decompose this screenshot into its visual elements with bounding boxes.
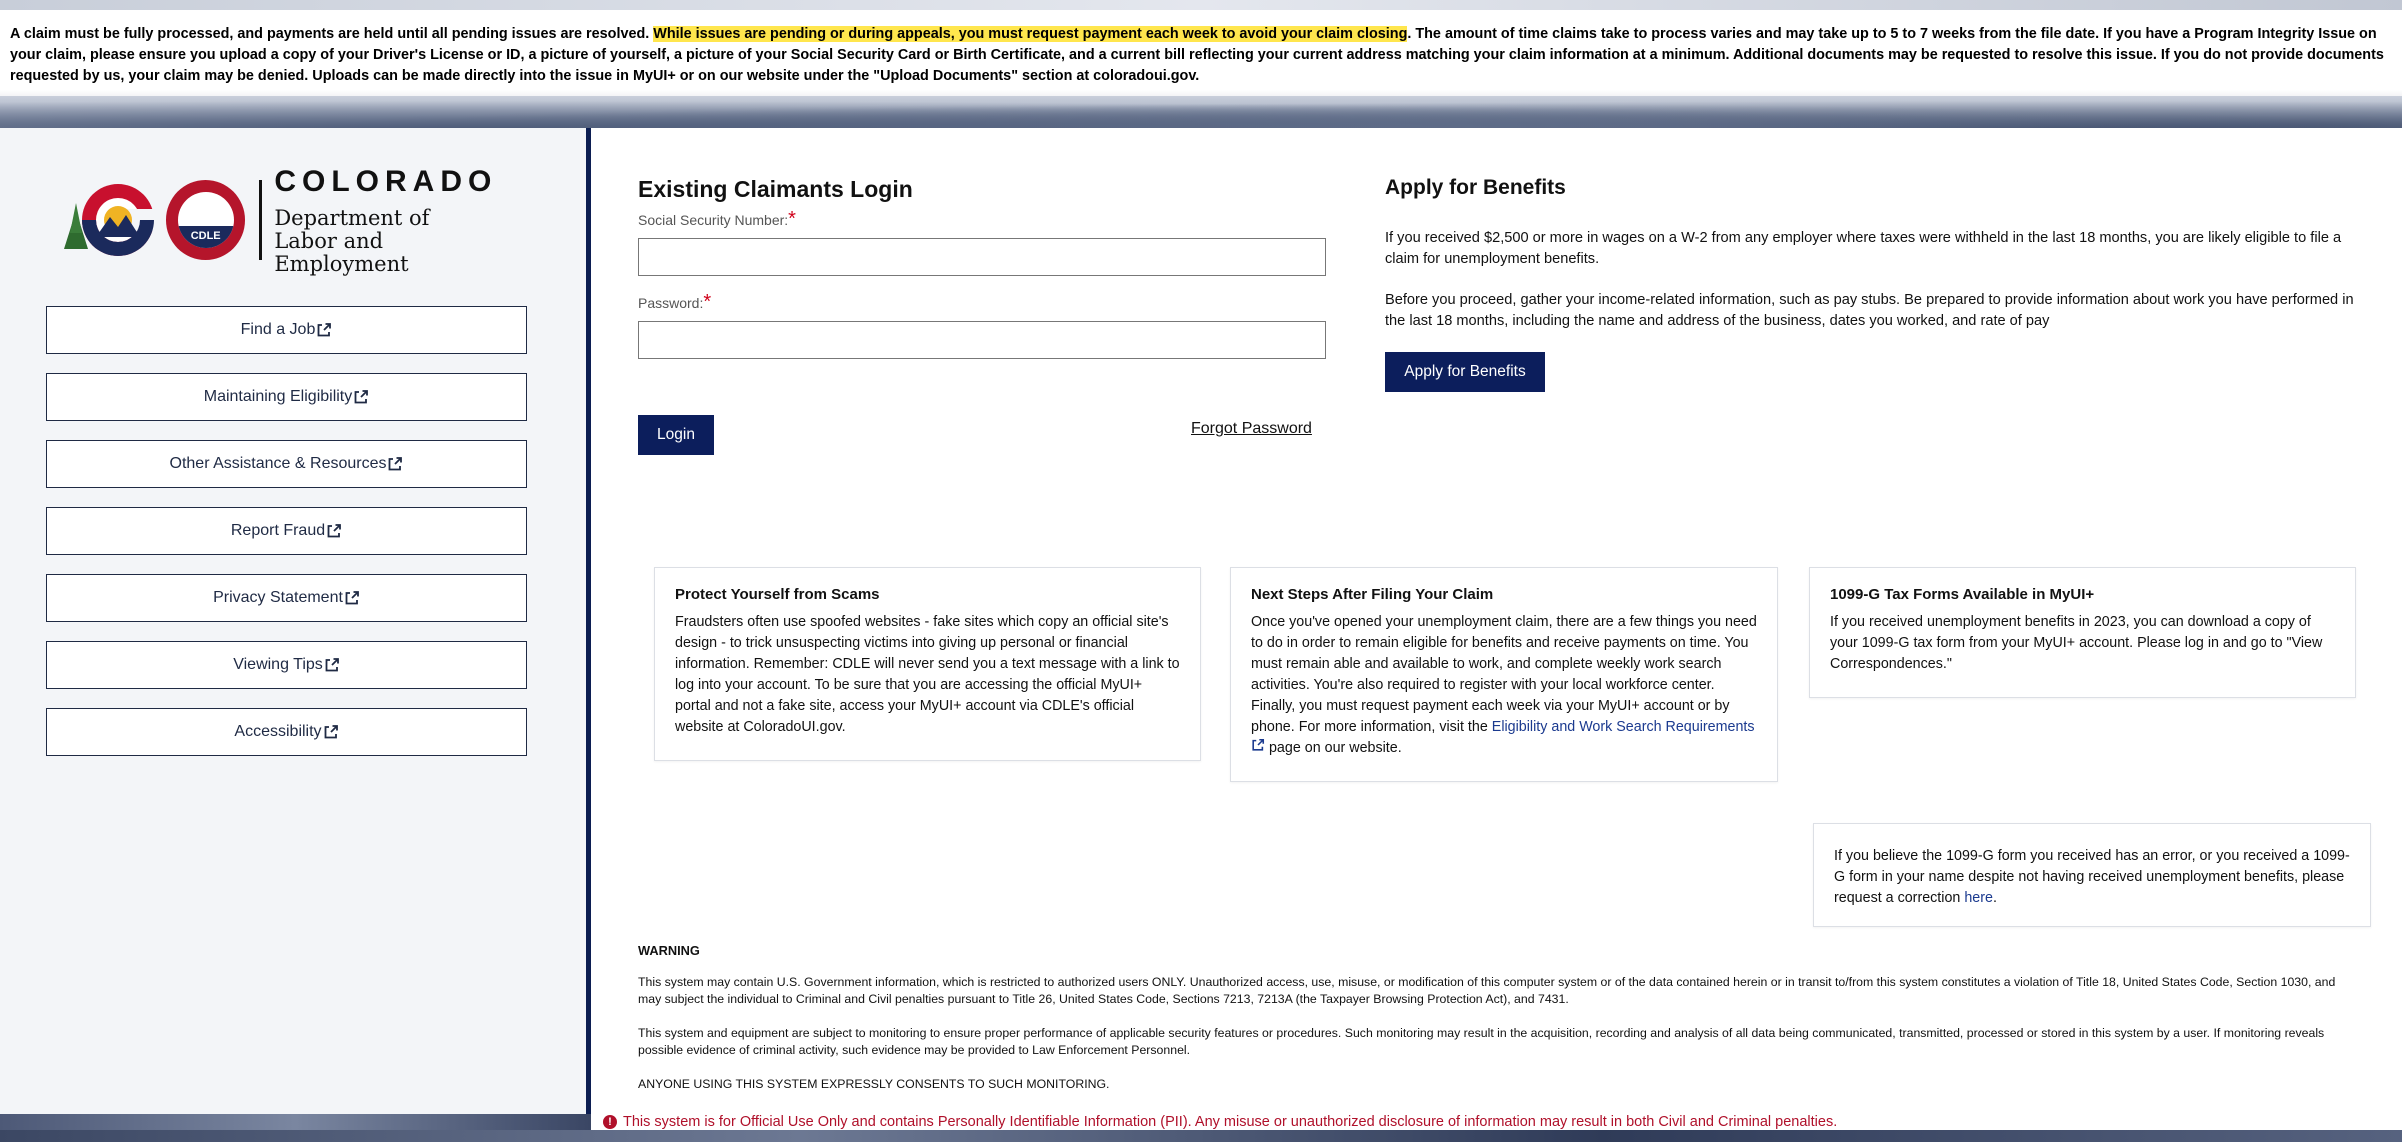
correction-here-link[interactable]: here xyxy=(1964,890,1993,906)
login-button[interactable]: Login xyxy=(638,415,714,455)
nav-privacy-statement-button[interactable] xyxy=(46,574,527,622)
cdle-seal-icon xyxy=(166,180,245,260)
banner-notice-text xyxy=(10,24,2390,87)
ssn-input[interactable] xyxy=(638,238,1326,276)
card-body: If you received unemployment benefits in 2023, you can download a copy of your 1099-G tax form from your MyUI+ account. Please log in and go to "View Correspondences." xyxy=(1830,614,2323,672)
apply-paragraph-1: If you received $2,500 or more in wages on a W-2 from any employer where taxes were withheld in the last 18 months, you are likely eligible to file a claim for unemployment benefits. xyxy=(1385,230,2342,267)
logo-dept-line2: Labor and Employment xyxy=(274,228,409,276)
ssn-label xyxy=(638,208,796,230)
required-asterisk: * xyxy=(788,208,796,230)
nav-label: Accessibility xyxy=(234,723,322,740)
banner-highlight: While issues are pending or during appeals, you must request payment each week to avoid your claim closing xyxy=(653,26,1408,42)
ssn-label-text: Social Security Number: xyxy=(638,212,789,228)
card-title: Next Steps After Filing Your Claim xyxy=(1251,586,1494,603)
card-body-text: Once you've opened your unemployment claim, there are a few things you need to do in order to remain eligible for benefits and receive payments on time. You must remain able and available to work, and complete weekly work search activities. You're also required to register with your local workforce center. Finally, you must request payment each week via your MyUI+ account or by phone. For more information, visit the xyxy=(1251,614,1757,735)
pii-notice-text: This system is for Official Use Only and contains Personally Identifiable Information (PII). Any misuse or unauthorized disclosure of information may result in both Civil and Criminal penalties. xyxy=(623,1114,1838,1130)
colorado-c-logo-icon xyxy=(62,177,162,263)
external-link-icon xyxy=(316,322,332,338)
nav-find-a-job-button[interactable] xyxy=(46,306,527,354)
external-link-icon xyxy=(353,389,369,405)
logo-text xyxy=(274,165,522,276)
banner-top-strip xyxy=(0,0,2402,10)
card-body: Fraudsters often use spoofed websites - fake sites which copy an official site's design - to trick unsuspecting victims into giving up personal or financial information. Remember: CDLE will never send you a text message with a link to log into your account. To be sure that you are accessing the official MyUI+ portal and not a fake site, access your MyUI+ account via CDLE's official website at ColoradoUI.gov. xyxy=(675,614,1180,735)
left-sidebar xyxy=(0,128,586,1114)
card-body xyxy=(1834,846,2350,909)
login-title: Existing Claimants Login xyxy=(638,176,913,202)
warning-heading xyxy=(638,942,2358,960)
warning-paragraph-1: This system may contain U.S. Government information, which is restricted to authorized users ONLY. Unauthorized access, use, misuse, or modification of this computer system or of the data contained herein or in transit to/from this system constitutes a violation of Title 18, United States Code, Section 1030, and may subject the individual to Criminal and Civil penalties pursuant to Title 26, United States Code, Sections 7213, 7213A (the Taxpayer Browsing Protection Act), and 7431. xyxy=(638,975,2336,1006)
footer-mountain-image xyxy=(0,1130,2402,1142)
eligibility-requirements-link[interactable]: Eligibility and Work Search Requirements xyxy=(1491,719,1755,735)
external-link-icon xyxy=(387,456,403,472)
logo-state-name: COLORADO xyxy=(274,164,498,198)
card-body-end: . xyxy=(1992,890,1997,906)
password-label-text: Password: xyxy=(638,295,704,311)
card-body xyxy=(1251,612,1757,759)
seal-label: CDLE xyxy=(178,226,234,248)
card-title: 1099-G Tax Forms Available in MyUI+ xyxy=(1830,586,2095,603)
nav-label: Report Fraud xyxy=(230,522,326,539)
banner-mountain-image xyxy=(0,96,2402,128)
seal-inner xyxy=(178,192,234,248)
nav-other-assistance-button[interactable] xyxy=(46,440,527,488)
warning-paragraph-3: ANYONE USING THIS SYSTEM EXPRESSLY CONSENTS TO SUCH MONITORING. xyxy=(638,1077,1110,1091)
nav-label: Viewing Tips xyxy=(233,656,323,673)
tax-forms-card xyxy=(1809,567,2356,698)
next-steps-card xyxy=(1230,567,1778,782)
content-area xyxy=(591,128,2402,1114)
external-link-icon xyxy=(324,657,340,673)
banner-text-start: A claim must be fully processed, and payments are held until all pending issues are resolved. xyxy=(10,26,654,42)
nav-viewing-tips-button[interactable] xyxy=(46,641,527,689)
nav-label: Other Assistance & Resources xyxy=(169,455,387,472)
nav-label: Maintaining Eligibility xyxy=(203,388,353,405)
alert-icon: ! xyxy=(603,1115,617,1129)
banner-text-end: . The amount of time claims take to process varies and may take up to 5 to 7 weeks from the file date. If you have a Program Integrity Issue on your claim, please ensure you upload a copy of your Driver's License or ID, a picture of yourself, a picture of your Social Security Card or Birth Certificate, and a current bill reflecting your current address matching your claim information at a minimum. Additional documents may be requested to resolve this issue. If you do not provide documents requested by us, your claim may be denied. Uploads can be made directly into the issue in MyUI+ or on our website under the "Upload Documents" section at coloradoui.gov. xyxy=(10,26,2384,84)
warning-paragraph-2: This system and equipment are subject to monitoring to ensure proper performance of applicable security features or procedures. Such monitoring may result in the acquisition, recording and analysis of all data being communicated, transmitted, processed or stored in this system by a user. If monitoring reveals possible evidence of criminal activity, such evidence may be provided to Law Enforcement Personnel. xyxy=(638,1026,2325,1057)
pii-notice-bar xyxy=(591,1114,2402,1130)
card-body-end: page on our website. xyxy=(1265,740,1402,756)
logo-dept-line1: Department of xyxy=(274,205,430,230)
apply-title: Apply for Benefits xyxy=(1385,176,1566,199)
correction-card xyxy=(1813,823,2371,927)
forgot-password-link[interactable]: Forgot Password xyxy=(1191,420,1312,437)
password-input[interactable] xyxy=(638,321,1326,359)
card-title: Protect Yourself from Scams xyxy=(675,586,880,603)
nav-maintaining-eligibility-button[interactable] xyxy=(46,373,527,421)
logo-separator xyxy=(259,180,262,260)
apply-for-benefits-button[interactable]: Apply for Benefits xyxy=(1385,352,1545,392)
apply-paragraph-2: Before you proceed, gather your income-related information, such as pay stubs. Be prepared to provide information about work you have performed in the last 18 months, including the name and address of the business, dates you worked, and rate of pay xyxy=(1385,292,2354,329)
scams-card xyxy=(654,567,1201,761)
left-footer-image xyxy=(0,1114,591,1130)
nav-label: Privacy Statement xyxy=(213,589,343,606)
external-link-icon xyxy=(1251,738,1265,752)
nav-accessibility-button[interactable] xyxy=(46,708,527,756)
nav-label: Find a Job xyxy=(240,321,316,338)
external-link-icon xyxy=(326,523,342,539)
external-link-icon xyxy=(323,724,339,740)
notice-banner xyxy=(0,0,2402,128)
nav-report-fraud-button[interactable] xyxy=(46,507,527,555)
cdle-logo[interactable] xyxy=(62,164,522,276)
external-link-icon xyxy=(344,590,360,606)
password-label xyxy=(638,291,712,313)
main-area xyxy=(0,128,2402,1114)
card-body-text: If you believe the 1099-G form you received has an error, or you received a 1099-G form in your name despite not having received unemployment benefits, please request a correction xyxy=(1834,848,2350,906)
required-asterisk: * xyxy=(703,291,712,313)
warning-title: WARNING xyxy=(638,943,700,958)
